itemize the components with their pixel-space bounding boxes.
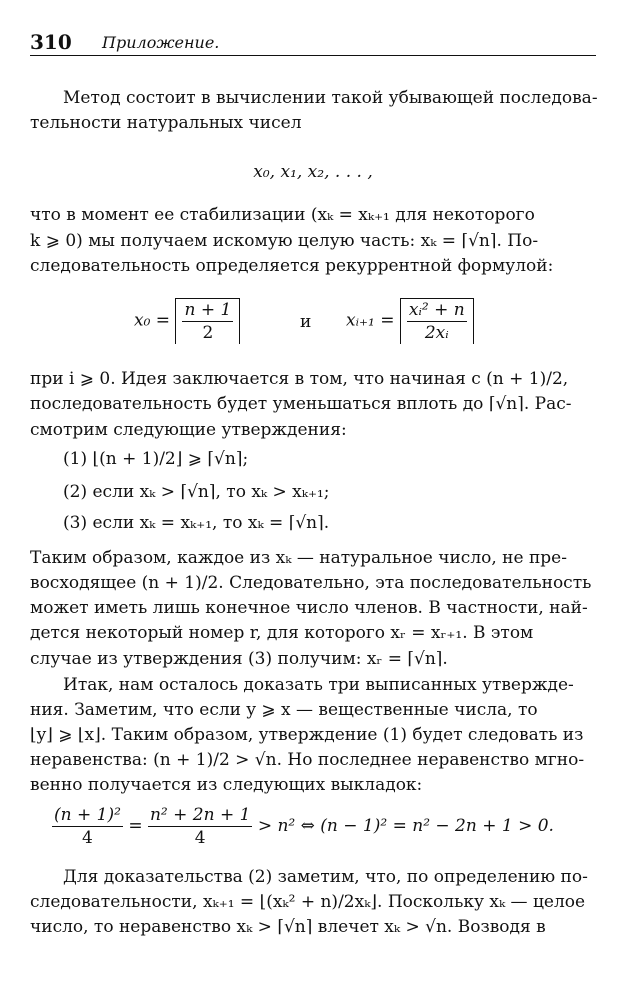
para6-line3: число, то неравенство xₖ > ⌈√n⌉ влечет xₖ > √n. Возводя в bbox=[30, 917, 546, 937]
page-header bbox=[30, 30, 600, 54]
xi-numerator: xᵢ² + n bbox=[408, 300, 465, 320]
para3-line3: смотрим следующие утверждения: bbox=[30, 420, 347, 440]
para5-line4: неравенства: (n + 1)/2 > √n. Но последнее неравенство мгно- bbox=[30, 750, 585, 770]
x0-denominator: 2 bbox=[202, 323, 214, 343]
para4-line3: может иметь лишь конечное число членов. В частности, най- bbox=[30, 598, 588, 618]
sequence-formula: x₀, x₁, x₂, . . . , bbox=[253, 162, 373, 182]
para2-line1: что в момент ее стабилизации (xₖ = xₖ₊₁ для некоторого bbox=[30, 205, 535, 225]
ineq-frac1-denominator: 4 bbox=[82, 828, 93, 848]
page-number: 310 bbox=[30, 30, 72, 54]
para5-line5: венно получается из следующих выкладок: bbox=[30, 775, 423, 795]
xi-lhs: xᵢ₊₁ = bbox=[346, 310, 395, 331]
statement-1: (1) ⌊(n + 1)/2⌋ ⩾ ⌈√n⌉; bbox=[63, 449, 249, 469]
ineq-frac1-numerator: (n + 1)² bbox=[54, 805, 121, 825]
para4-line4: дется некоторый номер r, для которого xᵣ = xᵣ₊₁. В этом bbox=[30, 623, 534, 643]
para3-line1: при i ⩾ 0. Идея заключается в том, что начиная с (n + 1)/2, bbox=[30, 369, 569, 389]
inequality-formula bbox=[30, 800, 596, 854]
x0-numerator: n + 1 bbox=[184, 300, 232, 320]
para4-line1: Таким образом, каждое из xₖ — натуральное число, не пре- bbox=[30, 548, 567, 568]
para6-line1: Для доказательства (2) заметим, что, по определению по- bbox=[63, 867, 588, 887]
ineq-rest: > n² ⇔ (n − 1)² = n² − 2n + 1 > 0. bbox=[257, 816, 554, 836]
para2-line2: k ⩾ 0) мы получаем искомую целую часть: xₖ = ⌈√n⌉. По- bbox=[30, 231, 539, 251]
para4-line2: восходящее (n + 1)/2. Следовательно, эта последовательность bbox=[30, 573, 592, 593]
para5-line2: ния. Заметим, что если y ⩾ x — вещественные числа, то bbox=[30, 700, 538, 720]
para2-line3: следовательность определяется рекуррентной формулой: bbox=[30, 256, 554, 276]
statement-3: (3) если xₖ = xₖ₊₁, то xₖ = ⌈√n⌉. bbox=[63, 513, 330, 533]
para5-line3: ⌊y⌋ ⩾ ⌊x⌋. Таким образом, утверждение (1) будет следовать из bbox=[30, 725, 584, 745]
para4-line5: случае из утверждения (3) получим: xᵣ = ⌈√n⌉. bbox=[30, 649, 448, 669]
ineq-equals: = bbox=[128, 816, 143, 836]
para5-line1: Итак, нам осталось доказать три выписанных утвержде- bbox=[63, 675, 574, 695]
xi-ceiling bbox=[400, 298, 474, 344]
xi-denominator: 2xᵢ bbox=[424, 323, 449, 343]
ineq-frac2-denominator: 4 bbox=[194, 828, 206, 848]
x0-ceiling bbox=[175, 298, 240, 344]
running-title: Приложение. bbox=[102, 33, 220, 52]
recurrence-formula bbox=[30, 292, 596, 352]
para1-line2: тельности натуральных чисел bbox=[30, 113, 302, 133]
and-word: и bbox=[300, 312, 312, 332]
statement-2: (2) если xₖ > ⌈√n⌉, то xₖ > xₖ₊₁; bbox=[63, 482, 330, 502]
para6-line2: следовательности, xₖ₊₁ = ⌊(xₖ² + n)/2xₖ⌋. Поскольку xₖ — целое bbox=[30, 892, 586, 912]
para1-line1: Метод состоит в вычислении такой убывающей последова- bbox=[63, 88, 598, 108]
header-rule bbox=[30, 55, 596, 56]
ineq-frac2-numerator: n² + 2n + 1 bbox=[149, 805, 251, 825]
para3-line2: последовательность будет уменьшаться вплоть до ⌈√n⌉. Рас- bbox=[30, 394, 572, 414]
x0-lhs: x₀ = bbox=[134, 310, 171, 331]
